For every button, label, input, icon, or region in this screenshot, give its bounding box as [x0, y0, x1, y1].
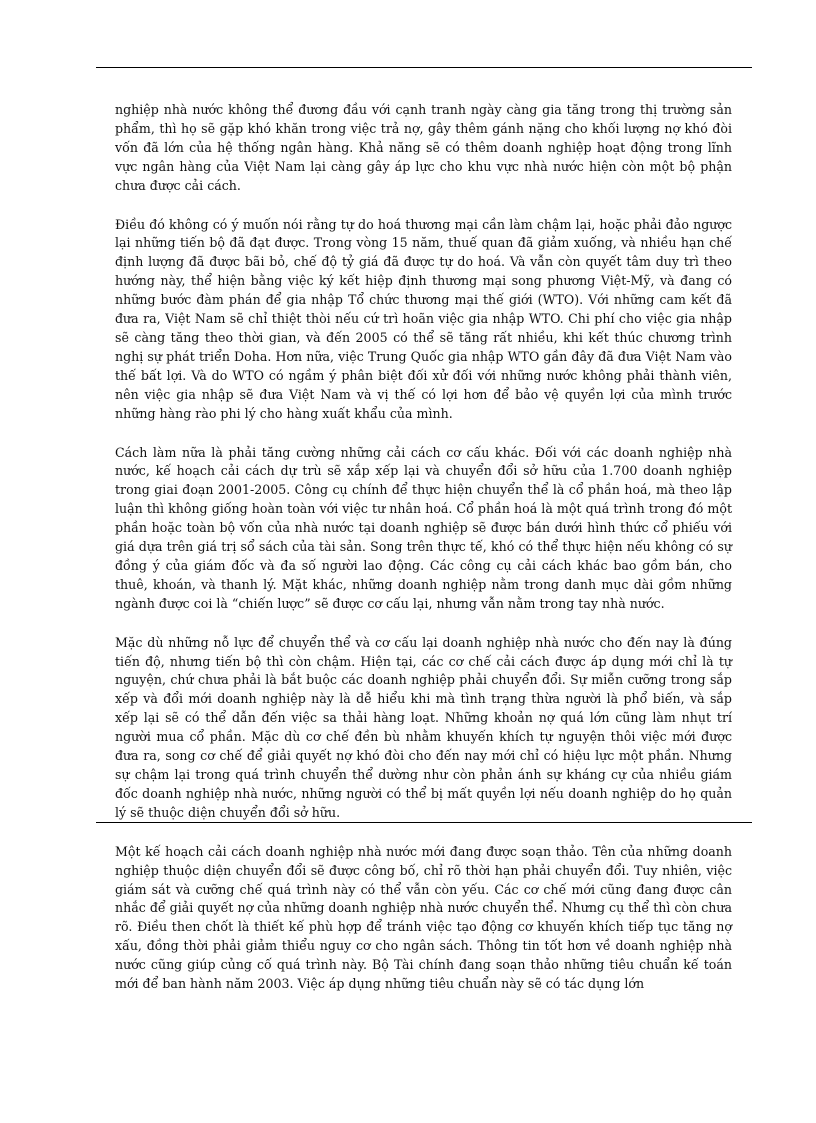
paragraph-1: nghiệp nhà nước không thể đương đầu với cạnh tranh ngày càng gia tăng trong thị trường sản phẩm, thì họ sẽ gặp khó khăn trong việc trả nợ, gây thêm gánh nặng cho khối lượng nợ khó đòi vốn đã lớn của hệ thống ngân hàng. Khả năng sẽ có thêm doanh nghiệp hoạt động trong lĩnh vực ngân hàng của Việt Nam lại càng gây áp lực cho khu vực nhà nước hiện còn một bộ phận chưa được cải cách.: [115, 102, 732, 193]
footer-rule: [96, 822, 752, 823]
header-rule: [96, 67, 752, 68]
paragraph-2: Điều đó không có ý muốn nói rằng tự do hoá thương mại cần làm chậm lại, hoặc phải đảo ngược lại những tiến bộ đã đạt được. Trong vòng 15 năm, thuế quan đã giảm xuống, và nhiều hạn chế định lượng đã được bãi bỏ, chế độ tỷ giá đã được tự do hoá. Và vẫn còn quyết tâm duy trì theo hướng này, thể hiện bằng việc ký kết hiệp định thương mại song phương Việt-Mỹ, và đang có những bước đàm phán để gia nhập Tổ chức thương mại thế giới (WTO). Với những cam kết đã đưa ra, Việt Nam sẽ chỉ thiệt thòi nếu cứ trì hoãn việc gia nhập WTO. Chi phí cho việc gia nhập sẽ càng tăng theo thời gian, và đến 2005 có thể sẽ tăng rất nhiều, khi kết thúc chương trình nghị sự phát triển Doha. Hơn nữa, việc Trung Quốc gia nhập WTO gần đây đã đưa Việt Nam vào thế bất lợi. Và do WTO có ngầm ý phân biệt đối xử đối với những nước không phải thành viên, nên việc gia nhập sẽ đưa Việt Nam và vị thế có lợi hơn để bảo vệ quyền lợi của mình trước những hàng rào phi lý cho hàng xuất khẩu của mình.: [115, 216, 732, 421]
paragraph-5: Một kế hoạch cải cách doanh nghiệp nhà nước mới đang được soạn thảo. Tên của những doanh nghiệp thuộc diện chuyển đổi sẽ được công bố, chỉ rõ thời hạn phải chuyển đổi. Tuy nhiên, việc giám sát và cưỡng chế quá trình này có thể vẫn còn yếu. Các cơ chế mới cũng đang được cân nhắc để giải quyết nợ của những doanh nghiệp nhà nước chuyển thể. Nhưng cụ thể thì còn chưa rõ. Điều then chốt là thiết kế phù hợp để tránh việc tạo động cơ khuyến khích tiếp tục tăng nợ xấu, đồng thời phải giảm thiểu nguy cơ cho ngân sách. Thông tin tốt hơn về doanh nghiệp nhà nước cũng giúp củng cố quá trình này. Bộ Tài chính đang soạn thảo những tiêu chuẩn kế toán mới để ban hành năm 2003. Việc áp dụng những tiêu chuẩn này sẽ có tác dụng lớn: [115, 843, 732, 992]
document-body: [115, 101, 732, 1014]
paragraph-3: Cách làm nữa là phải tăng cường những cải cách cơ cấu khác. Đối với các doanh nghiệp nhà nước, kế hoạch cải cách dự trù sẽ xắp xếp lại và chuyển đổi sở hữu của 1.700 doanh nghiệp trong giai đoạn 2001-2005. Công cụ chính để thực hiện chuyển thể là cổ phần hoá, mà theo lập luận thì không giống hoàn toàn với việc tư nhân hoá. Cổ phần hoá là một quá trình trong đó một phần hoặc toàn bộ vốn của nhà nước tại doanh nghiệp sẽ được bán dưới hình thức cổ phiếu với giá dựa trên giá trị sổ sách của tài sản. Song trên thực tế, khó có thể thực hiện nếu không có sự đồng ý của giám đốc và đa số người lao động. Các công cụ cải cách khác bao gồm bán, cho thuê, khoán, và thanh lý. Mặt khác, những doanh nghiệp nằm trong danh mục dài gồm những ngành được coi là “chiến lược” sẽ được cơ cấu lại, nhưng vẫn nằm trong tay nhà nước.: [115, 444, 732, 611]
paragraph-4: Mặc dù những nỗ lực để chuyển thể và cơ cấu lại doanh nghiệp nhà nước cho đến nay là đúng tiến độ, nhưng tiến bộ thì còn chậm. Hiện tại, các cơ chế cải cách được áp dụng mới chỉ là tự nguyện, chứ chưa phải là bắt buộc các doanh nghiệp phải chuyển đổi. Sự miễn cưỡng trong sắp xếp và đổi mới doanh nghiệp này là dễ hiểu khi mà tình trạng thừa người là phổ biến, và sắp xếp lại sẽ có thể dẫn đến việc sa thải hàng loạt. Những khoản nợ quá lớn cũng làm nhụt trí người mua cổ phần. Mặc dù cơ chế đền bù nhằm khuyến khích tự nguyện thôi việc mới được đưa ra, song cơ chế để giải quyết nợ khó đòi cho đến nay mới chỉ có hiệu lực một phần. Nhưng sự chậm lại trong quá trình chuyển thể dường như còn phản ánh sự kháng cự của nhiều giám đốc doanh nghiệp nhà nước, những người có thể bị mất quyền lợi nếu doanh nghiệp do họ quản lý sẽ thuộc diện chuyển đổi sở hữu.: [115, 634, 732, 820]
